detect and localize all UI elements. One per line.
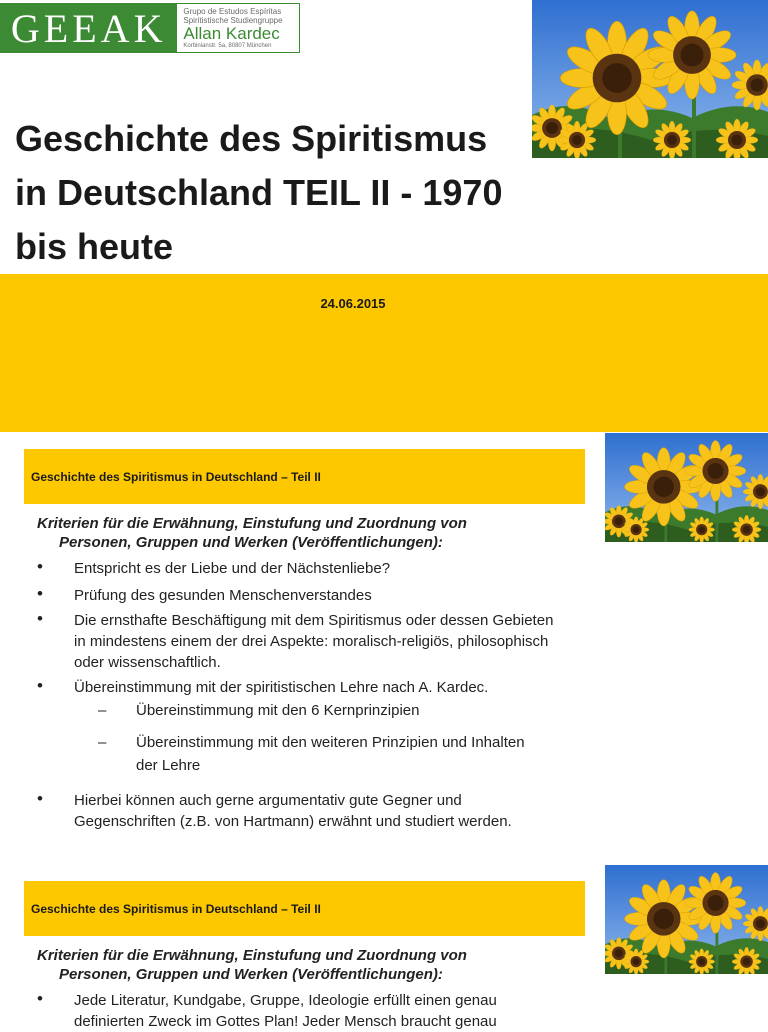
geeak-logo <box>0 3 300 53</box>
slide-header <box>24 449 585 504</box>
sunflower-image <box>605 865 768 974</box>
list-item-text: Entspricht es der Liebe und der Nächstenliebe? <box>74 560 391 577</box>
list-item-text: Hierbei können auch gerne argumentativ gute Gegner und Gegenschriften (z.B. von Hartmann) erwähnt und studiert werden. <box>74 792 512 830</box>
sub-list-item <box>98 731 528 777</box>
list-item <box>37 610 557 673</box>
list-item-text: Jede Literatur, Kundgabe, Gruppe, Ideologie erfüllt einen genau definierten Zweck im Gottes Plan! Jeder Mensch braucht genau <box>74 992 497 1030</box>
list-item <box>37 585 557 606</box>
sub-list-item <box>98 699 528 722</box>
logo-text-block <box>177 3 300 53</box>
slide-header-title: Geschichte des Spiritismus in Deutschland – Teil II <box>31 469 321 484</box>
dash-icon: – <box>98 734 107 751</box>
bullet-icon: • <box>37 584 43 603</box>
list-item <box>37 990 557 1032</box>
list-item-text: Prüfung des gesunden Menschenverstandes <box>74 587 372 604</box>
dash-icon: – <box>98 702 107 719</box>
presentation-date: 24.06.2015 <box>320 296 386 311</box>
logo-line-german: Spiritistische Studiengruppe <box>183 15 283 25</box>
criteria-intro <box>37 946 557 984</box>
slide-header-title: Geschichte des Spiritismus in Deutschland – Teil II <box>31 901 321 916</box>
bullet-icon: • <box>37 789 43 808</box>
criteria-intro <box>37 514 557 552</box>
sunflower-image <box>532 0 768 158</box>
sub-list-item-text: Übereinstimmung mit den weiteren Prinzipien und Inhalten der Lehre <box>136 734 525 774</box>
bullet-icon: • <box>37 609 43 628</box>
logo-line-portuguese: Grupo de Estudos Espíritas <box>183 6 282 16</box>
sunflower-image <box>605 433 768 542</box>
criteria-intro-line: Kriterien für die Erwähnung, Einstufung und Zuordnung von <box>37 947 467 964</box>
logo-name: Allan Kardec <box>183 23 280 43</box>
list-item <box>37 790 557 832</box>
list-item <box>37 558 557 579</box>
bullet-icon: • <box>37 989 43 1008</box>
slide-header <box>24 881 585 936</box>
list-item-text: Übereinstimmung mit der spiritistischen Lehre nach A. Kardec. <box>74 679 489 696</box>
logo-address: Korbinianstr. 5a, 80807 München <box>183 42 272 49</box>
bullet-icon: • <box>37 557 43 576</box>
logo-wordmark: GEEAK <box>0 3 177 53</box>
criteria-intro-line: Personen, Gruppen und Werken (Veröffentlichungen): <box>59 534 443 551</box>
bullet-icon: • <box>37 676 43 695</box>
title-slide <box>0 0 768 432</box>
presentation-title: Geschichte des Spiritismus in Deutschland TEIL II - 1970 bis heute <box>15 118 503 267</box>
criteria-intro-line: Kriterien für die Erwähnung, Einstufung und Zuordnung von <box>37 515 467 532</box>
sub-list-item-text: Übereinstimmung mit den 6 Kernprinzipien <box>136 702 420 719</box>
list-item-text: Die ernsthafte Beschäftigung mit dem Spiritismus oder dessen Gebieten in mindestens einem der drei Aspekte: moralisch-religiös, philosophisch oder wissenschaftlich. <box>74 612 554 671</box>
criteria-intro-line: Personen, Gruppen und Werken (Veröffentlichungen): <box>59 966 443 983</box>
list-item <box>37 677 557 698</box>
